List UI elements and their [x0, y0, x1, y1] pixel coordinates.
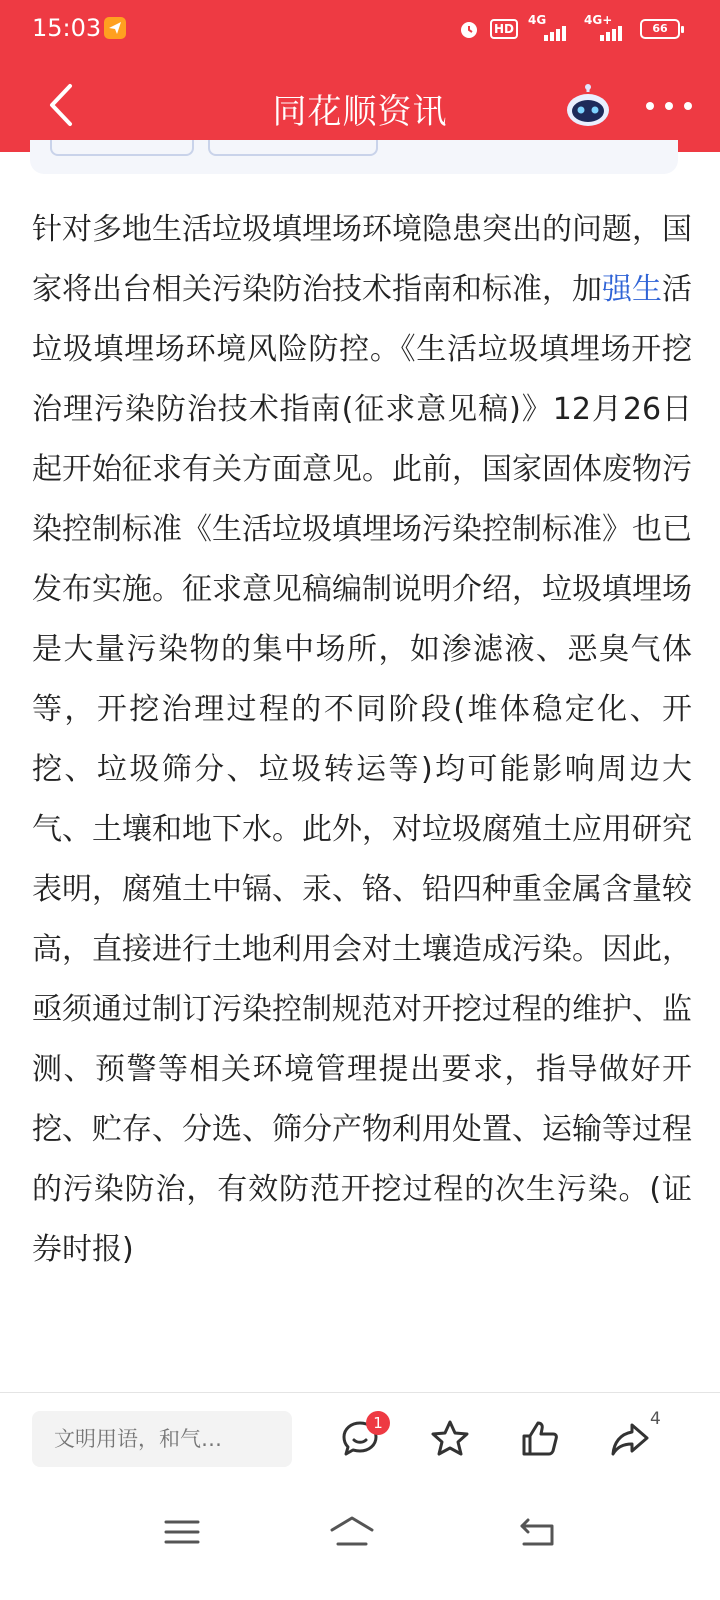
- assistant-button[interactable]: [564, 84, 612, 128]
- alarm-icon: [458, 18, 480, 40]
- article-text-2: 活垃圾填埋场环境风险防控。《生活垃圾填埋场开挖治理污染防治技术指南(征求意见稿)》12月26日起开始征求有关方面意见。此前，国家固体废物污染控制标准《生活垃圾填埋场污染控制标准》也已发布实施。征求意见稿编制说明介绍，垃圾填埋场是大量污染物的集中场所，如渗滤液、恶臭气体等，开挖治理过程的不同阶段(堆体稳定化、开挖、垃圾筛分、垃圾转运等)均可能影响周边大气、土壤和地下水。此外，对垃圾腐殖土应用研究表明，腐殖土中镉、汞、铬、铅四种重金属含量较高，直接进行土地利用会对土壤造成污染。因此，亟须通过制订污染控制规范对开挖过程的维护、监测、预警等相关环境管理提出要求，指导做好开挖、贮存、分选、筛分产物利用处置、运输等过程的污染防治，有效防范开挖过程的次生污染。(证券时报): [32, 272, 692, 1267]
- related-card: [30, 140, 678, 174]
- network-label-1: 4G: [528, 13, 547, 27]
- home-icon: [328, 1512, 376, 1552]
- page-title: 同花顺资讯: [272, 92, 448, 132]
- comment-action-bar: [0, 1392, 720, 1482]
- article-text-1: 针对多地生活垃圾填埋场环境隐患突出的问题，国家将出台相关污染防治技术指南和标准，加: [32, 212, 692, 307]
- signal-icon: [528, 13, 574, 41]
- status-bar: [0, 0, 720, 58]
- favorite-button[interactable]: [428, 1417, 472, 1461]
- comment-count-badge: 1: [366, 1411, 390, 1435]
- more-dots-icon: [646, 102, 654, 110]
- stock-link[interactable]: 强生: [602, 272, 662, 307]
- status-time: 15:03: [32, 14, 102, 42]
- status-indicators: [458, 13, 680, 42]
- like-button[interactable]: [518, 1417, 562, 1461]
- star-icon: [428, 1417, 472, 1461]
- signal-icon-2: [584, 13, 630, 41]
- share-count: 4: [650, 1409, 661, 1429]
- robot-icon: [564, 84, 612, 128]
- comment-input[interactable]: [32, 1411, 292, 1467]
- menu-icon: [158, 1512, 206, 1552]
- card-tag-2[interactable]: [208, 140, 378, 156]
- battery-indicator: 66: [640, 19, 680, 39]
- paper-plane-icon: [104, 17, 126, 39]
- hd-indicator: HD: [490, 19, 518, 39]
- nav-bar: [0, 58, 720, 152]
- share-icon: [608, 1417, 652, 1461]
- recent-apps-button[interactable]: [158, 1512, 206, 1552]
- thumbs-up-icon: [518, 1417, 562, 1461]
- share-button[interactable]: [608, 1417, 652, 1461]
- more-button[interactable]: [646, 96, 692, 116]
- article-paragraph: [32, 200, 692, 1280]
- system-back-button[interactable]: [514, 1512, 562, 1552]
- app-header: [0, 0, 720, 152]
- card-tag-1[interactable]: [50, 140, 194, 156]
- article-body: [32, 200, 692, 1392]
- back-icon: [514, 1512, 562, 1552]
- home-button[interactable]: [328, 1512, 376, 1552]
- network-label-2: 4G+: [584, 13, 613, 27]
- system-navigation: [0, 1482, 720, 1600]
